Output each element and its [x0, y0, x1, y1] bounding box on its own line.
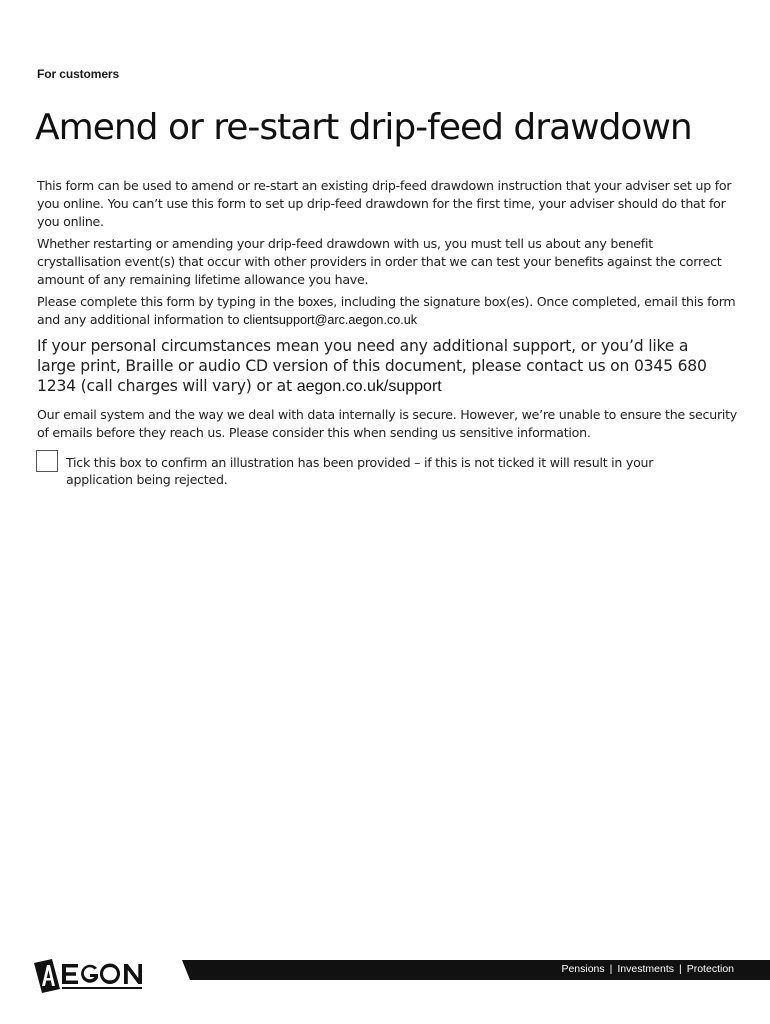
tagline-protection: Protection [686, 963, 734, 975]
aegon-logo [32, 955, 148, 993]
illustration-checkbox[interactable] [36, 450, 58, 472]
support-web-link[interactable]: aegon.co.uk/support [296, 378, 442, 395]
support-email-link[interactable]: clientsupport@arc.aegon.co.uk [243, 313, 418, 327]
illustration-checkbox-label: Tick this box to confirm an illustration has been provided – if this is not ticked it will result in your application being rejected. [66, 455, 654, 487]
audience-label: For customers [37, 67, 120, 81]
security-note: Our email system and the way we deal with data internally is secure. However, we’re unable to ensure the security of emails before they reach us. Please consider this when sending us sensitive information. [37, 407, 738, 440]
support-paragraph [37, 336, 717, 397]
page-title: Amend or re-start drip-feed drawdown [35, 107, 692, 148]
intro-paragraph: This form can be used to amend or re-start an existing drip-feed drawdown instruction that your adviser set up for you online. You can’t use this form to set up drip-feed drawdown for the first time, your adviser should do that for you online. [37, 178, 732, 229]
tagline-separator: | [609, 963, 613, 975]
crystallisation-paragraph: Whether restarting or amending your drip-feed drawdown with us, you must tell us about any benefit crystallisation event(s) that occur with other providers in order that we can test your benefits against the correct amount of any remaining lifetime allowance you have. [37, 236, 722, 287]
support-text: If your personal circumstances mean you need any additional support, or you’d like a large print, Braille or audio CD version of this document, please contact us on 0345 680 1234 (call charges will vary) or at [37, 337, 707, 395]
illustration-confirmation [36, 450, 736, 494]
tagline-separator: | [678, 963, 682, 975]
tagline-pensions: Pensions [561, 963, 605, 975]
footer-tagline [561, 963, 734, 975]
completion-text: Please complete this form by typing in the boxes, including the signature box(es). Once completed, email this form and any additional information to [37, 294, 736, 327]
tagline-investments: Investments [617, 963, 674, 975]
completion-paragraph [37, 293, 737, 329]
